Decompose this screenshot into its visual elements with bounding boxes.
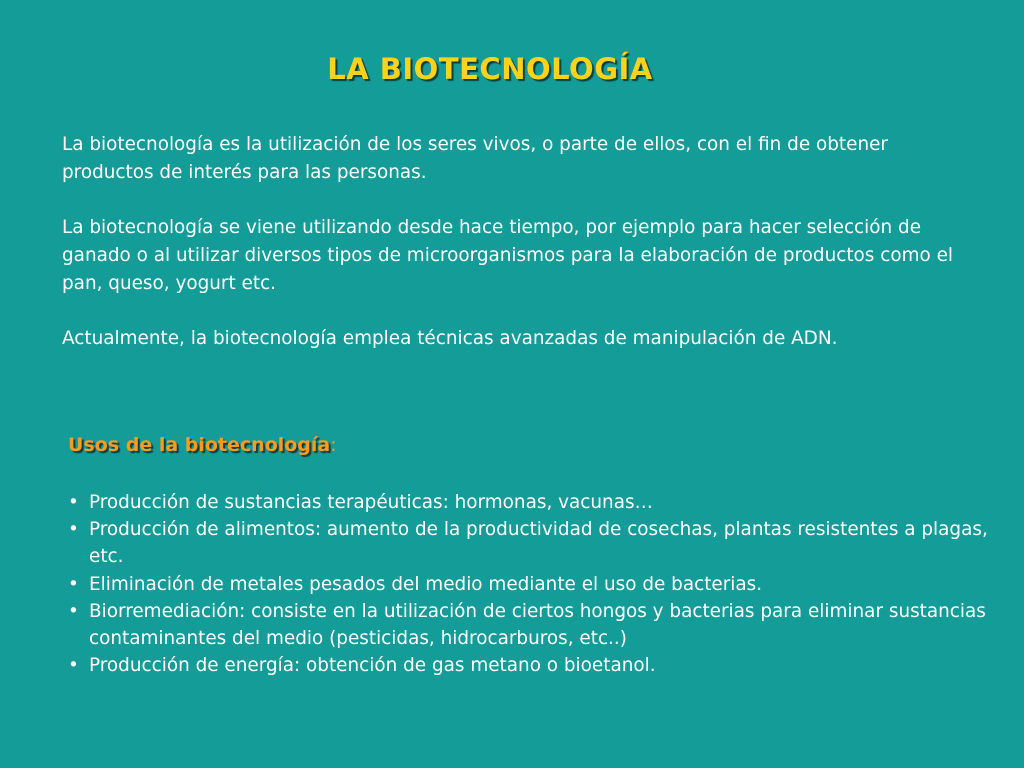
list-item-text: Producción de energía: obtención de gas metano o bioetanol. [89,655,656,677]
bullet-icon: • [68,519,79,541]
list-item [68,516,1013,570]
intro-paragraph: La biotecnología es la utilización de los seres vivos, o parte de ellos, con el fin de obtener productos de interés para las personas. [62,134,888,183]
list-item-text: Eliminación de metales pesados del medio mediante el uso de bacterias. [89,573,763,595]
intro-paragraph: La biotecnología se viene utilizando desde hace tiempo, por ejemplo para hacer selección de ganado o al utilizar diversos tipos de microorganismos para la elaboración de productos como el pan, queso, yogurt etc. [62,217,954,294]
list-item-text: Producción de sustancias terapéuticas: hormonas, vacunas… [89,492,653,513]
uses-list [68,489,1013,679]
bullet-icon: • [68,600,79,622]
uses-heading-label: Usos de la biotecnología [68,434,331,456]
intro-paragraph: Actualmente, la biotecnología emplea técnicas avanzadas de manipulación de ADN. [62,328,838,349]
list-item-text: Biorremediación: consiste en la utilización de ciertos hongos y bacterias para eliminar sustancias contaminantes del medio (pesticidas, hidrocarburos, etc..) [89,600,986,650]
list-item [68,489,1013,516]
list-item [68,598,1013,652]
list-item-text: Producción de alimentos: aumento de la productividad de cosechas, plantas resistentes a plagas, etc. [89,519,988,568]
list-item [68,652,1013,679]
list-item [68,571,1013,598]
bullet-icon: • [68,573,79,595]
uses-heading-colon: : [330,434,337,456]
bullet-icon: • [68,655,79,677]
uses-heading [68,434,337,456]
slide-title: LA BIOTECNOLOGÍA [327,52,653,86]
bullet-icon: • [68,492,79,513]
intro-text [62,131,962,380]
